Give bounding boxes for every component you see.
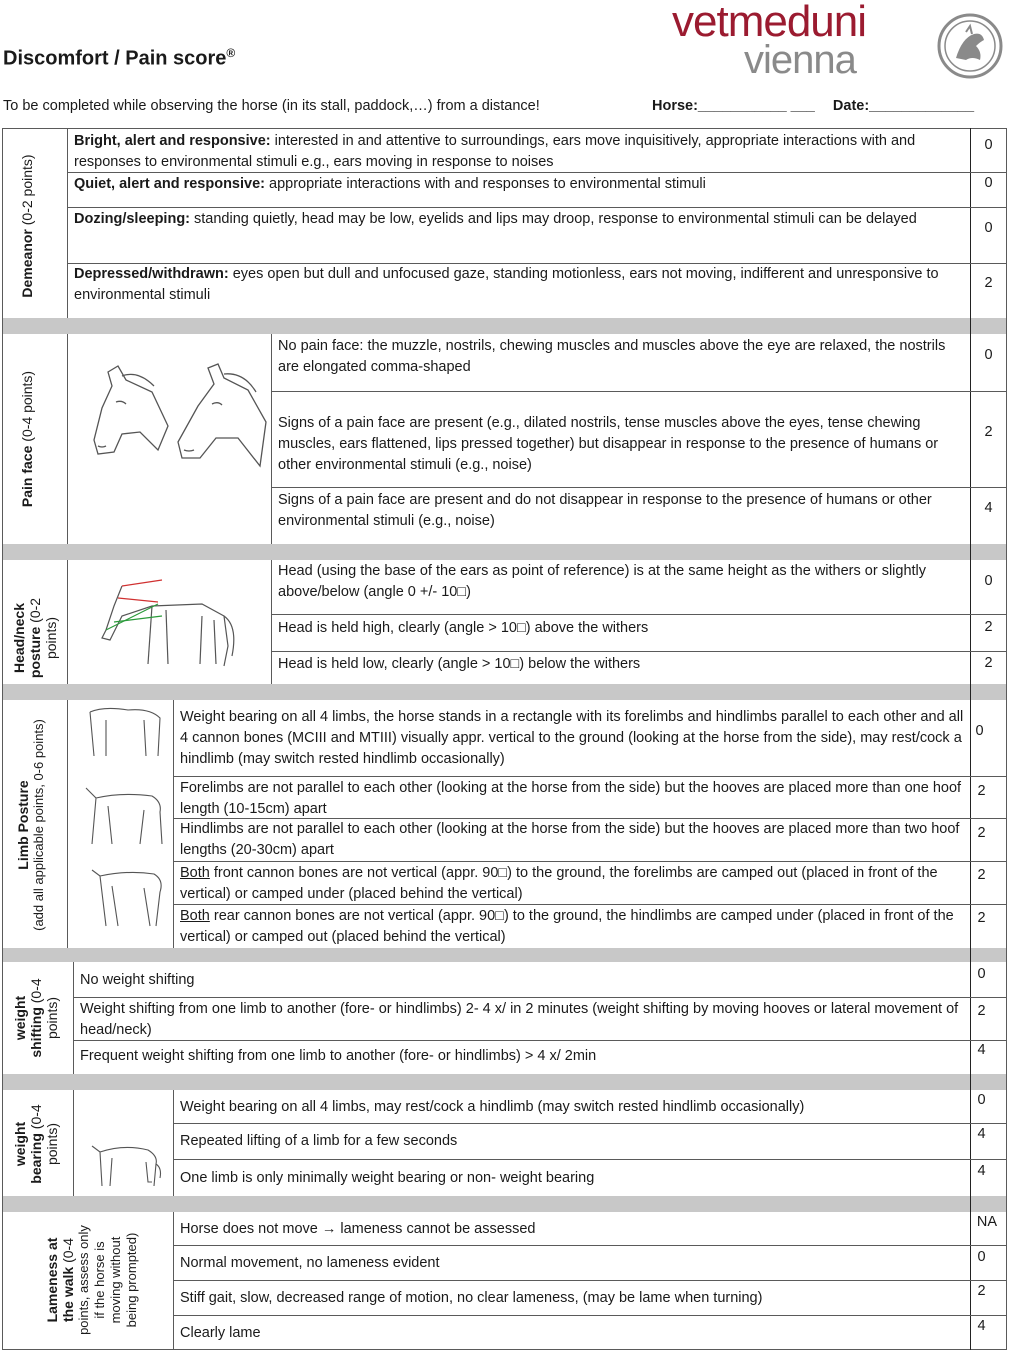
weight-bearing-row-all: Weight bearing on all 4 limbs, may rest/cock a hindlimb (may switch rested hindlimb occasionally) — [180, 1099, 805, 1115]
label-divider — [73, 1090, 74, 1196]
date-field[interactable]: Date:_____________ — [832, 98, 975, 114]
score-value: 4 — [977, 1126, 986, 1142]
score-value: 2 — [977, 1003, 986, 1019]
weight-bearing-row-minimal: One limb is only minimally weight bearing or non- weight bearing — [180, 1170, 595, 1186]
score-value: 2 — [984, 424, 993, 440]
row-divider — [173, 1159, 1006, 1160]
row-divider — [173, 1123, 1006, 1124]
score-value: NA — [976, 1214, 998, 1230]
image-divider — [271, 334, 272, 544]
table-left-border — [2, 128, 3, 1350]
score-value: 2 — [977, 783, 986, 799]
score-value: 0 — [984, 573, 993, 589]
score-value: 4 — [984, 500, 993, 516]
pain-face-row-none: No pain face: the muzzle, nostrils, chewing muscles and muscles above the eye are relaxed, the nostrils are elongated comma-shaped — [278, 338, 946, 375]
image-divider — [173, 1090, 174, 1196]
head-neck-row-level: Head (using the base of the ears as point of reference) is at the same height as the withers or slightly above/below (angle 0 +/- 10□) — [278, 563, 927, 600]
section-label-lameness: Lameness at the walk (0-4 points, assess only if the horse is moving without being prompted) — [44, 1225, 139, 1335]
row-divider — [271, 391, 1006, 392]
separator-band — [3, 1196, 1006, 1212]
score-value: 4 — [977, 1042, 986, 1058]
page-title: Discomfort / Pain score® — [3, 46, 236, 70]
limb-posture-sketch-icon — [84, 702, 168, 762]
score-value: 2 — [977, 825, 986, 841]
row-divider — [173, 1315, 1006, 1316]
row-divider — [173, 776, 1006, 777]
separator-band — [3, 544, 1006, 560]
score-value: 2 — [977, 910, 986, 926]
weight-shift-row-frequent: Frequent weight shifting from one limb to another (fore- or hindlimbs) > 4 x/ 2min — [80, 1048, 597, 1064]
instruction-text: To be completed while observing the horse (in its stall, paddock,…) from a distance! — [3, 98, 540, 114]
score-value: 2 — [984, 655, 993, 671]
head-neck-row-low: Head is held low, clearly (angle > 10□) below the withers — [278, 656, 641, 672]
horse-field[interactable]: Horse:___________ ___ — [652, 98, 815, 114]
score-value: 0 — [977, 1092, 986, 1108]
score-value: 0 — [984, 220, 993, 236]
horse-date-fields — [652, 98, 974, 114]
image-divider — [173, 700, 174, 948]
row-divider — [173, 1245, 1006, 1246]
limb-row-rear-cannon: Both rear cannon bones are not vertical (appr. 90□) to the ground, the hindlimbs are camped under (placed in front of the vertical) or camped out (placed behind the vertical) — [180, 908, 954, 945]
lameness-row-stiff: Stiff gait, slow, decreased range of motion, no clear lameness, (may be lame when turning) — [180, 1290, 763, 1306]
separator-band — [3, 684, 1006, 700]
score-value: 2 — [984, 275, 993, 291]
limb-posture-sketch-icon — [84, 862, 168, 932]
row-divider — [67, 207, 1006, 208]
separator-band — [3, 948, 1006, 962]
university-seal-icon — [936, 12, 1004, 80]
score-value: 2 — [984, 619, 993, 635]
score-value: 4 — [977, 1163, 986, 1179]
score-value: 2 — [977, 867, 986, 883]
label-divider — [67, 560, 68, 684]
weight-bearing-row-lifting: Repeated lifting of a limb for a few seconds — [180, 1133, 458, 1149]
label-divider — [67, 128, 68, 318]
score-value: 0 — [984, 137, 993, 153]
registered-mark: ® — [226, 46, 236, 60]
separator-band — [3, 1074, 1006, 1090]
score-value: 0 — [984, 347, 993, 363]
horse-weight-bearing-sketch-icon — [88, 1138, 164, 1190]
lameness-row-lame: Clearly lame — [180, 1325, 261, 1341]
demeanor-row-depressed: Depressed/withdrawn: eyes open but dull and unfocused gaze, standing motionless, ears not moving, indifferent and unresponsive to environmental stimuli — [74, 266, 939, 303]
table-right-border — [1006, 128, 1007, 1350]
weight-shift-row-moderate: Weight shifting from one limb to another (fore- or hindlimbs) 2- 4 x/ in 2 minutes (weight shifting by moving hooves or lateral movement of head/neck) — [80, 1001, 959, 1038]
score-value: 0 — [975, 723, 984, 739]
pain-face-row-persistent: Signs of a pain face are present and do not disappear in response to the presence of humans or other environmental stimuli (e.g., noise) — [278, 492, 932, 529]
image-divider — [271, 560, 272, 684]
limb-row-rectangle: Weight bearing on all 4 limbs, the horse stands in a rectangle with its forelimbs and hindlimbs parallel to each other and all 4 cannon bones (MCIII and MTIII) visually appr. vertical to the ground (looking at the horse from the side), may rest/cock a hindlimb (may switch rested hindlimb occasionally) — [180, 709, 964, 767]
demeanor-row-dozing: Dozing/sleeping: standing quietly, head may be low, eyelids and lips may droop, response to environmental stimuli can be delayed — [74, 211, 917, 227]
section-label-pain-face: Pain face (0-4 points) — [19, 370, 35, 508]
section-label-weight-bearing: weight bearing (0-4 points) — [12, 1104, 60, 1184]
limb-row-hindlimbs: Hindlimbs are not parallel to each other (looking at the horse from the side) but the hooves are placed more than two hoof lengths (20-30cm) apart — [180, 821, 960, 858]
lameness-row-normal: Normal movement, no lameness evident — [180, 1255, 440, 1271]
section-label-head-neck: Head/neck posture (0-2 points) — [11, 597, 59, 679]
label-divider — [67, 334, 68, 544]
horse-head-posture-sketch-icon — [92, 576, 242, 672]
label-divider — [73, 962, 74, 1074]
row-divider — [271, 614, 1006, 615]
score-value: 0 — [984, 175, 993, 191]
table-bottom-border — [2, 1349, 1007, 1350]
section-label-demeanor: Demeanor (0-2 points) — [19, 154, 35, 298]
weight-shift-row-none: No weight shifting — [80, 972, 195, 988]
row-divider — [271, 487, 1006, 488]
score-value: 4 — [977, 1318, 986, 1334]
row-divider — [73, 997, 1006, 998]
horse-faces-sketch-icon — [88, 362, 268, 480]
demeanor-row-quiet: Quiet, alert and responsive: appropriate interactions with and responses to environmental stimuli — [74, 176, 706, 192]
limb-row-forelimbs: Forelimbs are not parallel to each other (looking at the horse from the side) but the hooves are placed more than one hoof length (10-15cm) apart — [180, 780, 962, 817]
section-label-limb-posture: Limb Posture (add all applicable points, 0-6 points) — [15, 719, 46, 931]
row-divider — [173, 861, 1006, 862]
table-top-border — [2, 128, 1007, 129]
row-divider — [173, 1280, 1006, 1281]
score-value: 0 — [977, 966, 986, 982]
lameness-row-no-move: Horse does not move → lameness cannot be assessed — [180, 1221, 536, 1237]
separator-band — [3, 318, 1006, 334]
row-divider — [271, 651, 1006, 652]
limb-posture-sketch-icon — [82, 782, 170, 852]
demeanor-row-bright: Bright, alert and responsive: interested in and attentive to surroundings, ears move inquisitively, appropriate interactions with and responses to environmental stimuli e.g., ears moving in response to noises — [74, 133, 916, 170]
section-label-weight-shifting: weight shifting (0-4 points) — [12, 978, 60, 1058]
score-value: 2 — [977, 1283, 986, 1299]
logo-text-vienna: vienna — [744, 38, 856, 82]
score-value: 0 — [977, 1249, 986, 1265]
logo-text-vetmeduni: vetmeduni — [672, 0, 867, 46]
pain-face-row-transient: Signs of a pain face are present (e.g., dilated nostrils, tense muscles above the eyes, tense chewing muscles, ears flattened, lips pressed together) but disappear in response to the presence of humans or other environmental stimuli (e.g., noise) — [278, 415, 939, 473]
head-neck-row-high: Head is held high, clearly (angle > 10□) above the withers — [278, 620, 649, 636]
limb-row-front-cannon: Both front cannon bones are not vertical (appr. 90□) to the ground, the forelimbs are camped out (placed in front of the vertical) or camped under (placed behind the vertical) — [180, 865, 938, 902]
label-divider — [67, 700, 68, 948]
